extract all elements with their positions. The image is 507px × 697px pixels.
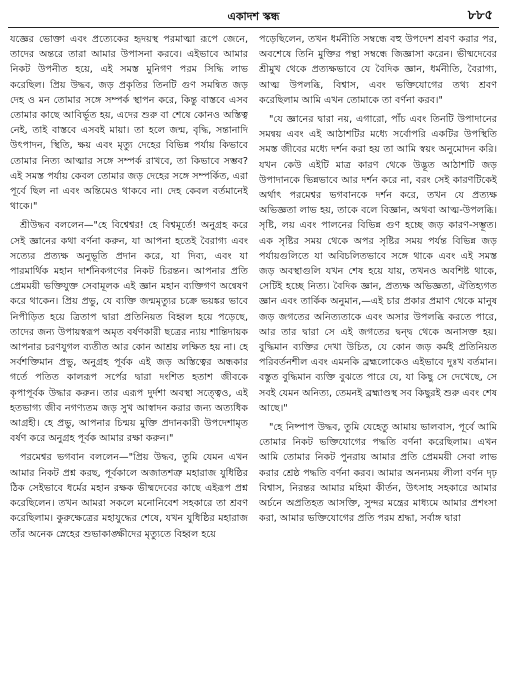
paragraph: যজ্ঞের ভোক্তা এবং প্রত্যেকের হৃদয়স্থ পরমাত্মা রূপে জেনে, তাদের অন্তরে তারা আমার উপাসনা করবে। এইভাবে আমার নিকট উপনীত হয়ে, এই সমস্ত মুনিগণ পরম সিদ্ধি লাভ করেছিল। প্রিয় উদ্ধব, জড় প্রকৃতির তিনটি গুণ সমন্বিত জড় দেহ ও মন তোমার সঙ্গে সম্পর্ক স্থাপন করে, কিন্তু বাস্তবে এসব তোমার কাছে আবির্ভূত হয়, এদের শুরু বা শেষে কোনও অস্তিত্ব নেই, তাই বাস্তবে এসবই মায়া। তা হলে জন্ম, বৃদ্ধি, সন্তানাদি উৎপাদন, স্থিতি, ক্ষয় এবং মৃত্যু দেহের বিভিন্ন পর্যায় কিভাবে তোমার নিত্য আত্মার সঙ্গে সম্পর্ক রাখবে, তা কিভাবে সম্ভব? এই সমস্ত পর্যায় কেবল তোমার জড় দেহের সঙ্গে সম্পর্কিত, এরা পূর্বে ছিল না এবং অন্তিমেও থাকবে না। দেহ কেবল বর্তমানেই থাকে।" — [10, 34, 248, 213]
paragraph: পড়েছিলেন, তখন ধর্মনীতি সম্বন্ধে বহু উপদেশ শ্রবণ করার পর, অবশেষে তিনি মুক্তির পন্থা সম্বন্ধে জিজ্ঞাসা করেন। ভীষ্মদেবের শ্রীমুখ থেকে প্রত্যক্ষভাবে যে বৈদিক জ্ঞান, ধর্মনীতি, বৈরাগ্য, আত্ম উপলব্ধি, বিশ্বাস, এবং ভক্তিযোগের তথ্য শ্রবণ করেছিলাম আমি এখন তোমাকে তা বর্ণনা করব।" — [259, 34, 497, 106]
left-column — [10, 32, 248, 692]
paragraph: "যে জ্ঞানের দ্বারা নয়, এগারো, পাঁচ এবং তিনটি উপাদানের সমন্বয় এবং এই আঠাশটির মধ্যে সর্বোপরি একটির উপস্থিতি সমস্ত জীবের মধ্যে দর্শন করা হয় তা আমি স্বয়ং অনুমোদন করি। যখন কেউ এইটি মাত্র কারণ থেকে উদ্ভূত আঠাশটি জড় উপাদানকে ভিন্নভাবে আর দর্শন করে না, বরং সেই কারণটিকেই অর্থাৎ পরমেশ্বর ভগবানকে দর্শন করে, তখন যে প্রত্যক্ষ অভিজ্ঞতা লাভ হয়, তাকে বলে বিজ্ঞান, অথবা আত্ম-উপলব্ধি। সৃষ্টি, লয় এবং পালনের বিভিন্ন গুণ হচ্ছে জড় কারণ-সম্ভূত। এক সৃষ্টির সময় থেকে অপর সৃষ্টির সময় পর্যন্ত বিভিন্ন জড় পর্যায়গুলিতে যা অবিচলিতভাবে সঙ্গে থাকে এবং এই সমস্ত জড় অবস্থাগুলি যখন শেষ হয়ে যায়, তখনও অবশিষ্ট থাকে, সেটিই হচ্ছে নিত্য। বৈদিক জ্ঞান, প্রত্যক্ষ অভিজ্ঞতা, ঐতিহ্যগত জ্ঞান এবং তার্কিক অনুমান,—এই চার প্রকার প্রমাণ থেকে মানুষ জড় জগতের অনিত্যতাকে এবং অসার উপলব্ধি করতে পারে, আর তার দ্বারা সে এই জগতের দ্বন্দ্ব থেকে অনাসক্ত হয়। বুদ্ধিমান ব্যক্তির দেখা উচিত, যে কোন জড় কর্মই প্রতিনিয়ত পরিবর্তনশীল এবং এমনকি ব্রহ্মলোকেও এইভাবে দুঃখ বর্তমান। বস্তুত বুদ্ধিমান ব্যক্তি বুঝতে পারে যে, যা কিছু সে দেখেছে, সে সবই যেমন অনিত্য, তেমনই ব্রহ্মাণ্ডস্থ সব কিছুরই শুরু এবং শেষ আছে।" — [259, 114, 497, 414]
running-title: একাদশ স্কন্ধ — [227, 10, 280, 23]
paragraph: "হে নিষ্পাপ উদ্ধব, তুমি যেহেতু আমায় ভালবাস, পূর্বে আমি তোমার নিকট ভক্তিযোগের পদ্ধতি বর্ণনা করেছিলাম। এখন আমি তোমার নিকট পুনরায় আমার প্রতি প্রেমময়ী সেবা লাভ করার শ্রেষ্ঠ পদ্ধতি বর্ণনা করব। আমার অনন্যময় লীলা বর্ণন দৃঢ় বিশ্বাস, নিরন্তর আমার মহিমা কীর্তন, উৎসাহ সহকারে আমার অর্চনে অপ্রতিহত আসক্তি, সুন্দর মন্ত্রের মাধ্যমে আমার প্রশংসা করা, আমার ভক্তিযোগের প্রতি পরম শ্রদ্ধা, সর্বাঙ্গ দ্বারা — [259, 422, 497, 525]
right-column — [259, 32, 497, 692]
page-header — [8, 6, 499, 26]
header-rule — [8, 27, 499, 28]
page-number: ৮৮৫ — [467, 8, 493, 23]
text-columns — [10, 32, 497, 692]
paragraph: শ্রীউদ্ধব বললেন—"হে বিশ্বেশ্বর! হে বিশ্বমূর্তে! অনুগ্রহ করে সেই জ্ঞানের কথা বর্ণনা করুন, যা আপনা হতেই বৈরাগ্য এবং সত্যের প্রত্যক্ষ অনুভূতি প্রদান করে, যা দিব্য, এবং যা পারমার্থিক মহান দার্শনিকগণের নিকট চিরন্তন। আপনার প্রতি প্রেমময়ী ভক্তিযুক্ত সেবামূলক এই জ্ঞান মহান ব্যক্তিগণ অন্বেষণ করে থাকেন। প্রিয় প্রভু, যে ব্যক্তি জন্মমৃত্যুর চক্রে ভয়ঙ্কর ভাবে নিপীড়িত হয়ে ত্রিতাপ দ্বারা প্রতিনিয়ত বিহ্বল হয়ে পড়েছে, তাদের জন্য উপায়স্বরূপ অমৃত বর্ষণকারী ছত্রের ন্যায় শান্তিদায়ক আপনার চরণযুগল ব্যতীত আর কোন আশ্রয় লক্ষিত হয় না। হে সর্বশক্তিমান প্রভু, অনুগ্রহ পূর্বক এই জড় অস্তিত্বের অন্ধকার গর্তে পতিত কালরূপ সর্পের দ্বারা দংশিত হতাশ জীবকে কৃপাপূর্বক উদ্ধার করুন। তার এরূপ দুর্দশা অবস্থা সত্ত্বেও, এই হতভাগ্য জীব নগণ্যতম জড় সুখ আস্বাদন করার জন্য অত্যধিক আগ্রহী। হে প্রভু, আপনার চিন্ময় মুক্তি প্রদানকারী উপদেশামৃত বর্ষণ করে অনুগ্রহ পূর্বক আমার রক্ষা করুন।" — [10, 220, 248, 445]
paragraph: পরমেশ্বর ভগবান বললেন—"প্রিয় উদ্ধব, তুমি যেমন এখন আমার নিকট প্রশ্ন করছ, পূর্বকালে অজাতশত্রু মহারাজ যুধিষ্ঠির ঠিক সেইভাবে ধর্মের মহান রক্ষক ভীষ্মদেবের কাছে এইরূপ প্রশ্ন করেছিলেন। তখন আমরা সকলে মনোনিবেশ সহকারে তা শ্রবণ করেছিলাম। কুরুক্ষেত্রের মহাযুদ্ধের শেষে, যখন যুধিষ্ঠির মহারাজ তাঁর অনেক স্নেহের শুভাকাঙ্ক্ষীদের মৃত্যুতে বিহ্বল হয়ে — [10, 452, 248, 540]
